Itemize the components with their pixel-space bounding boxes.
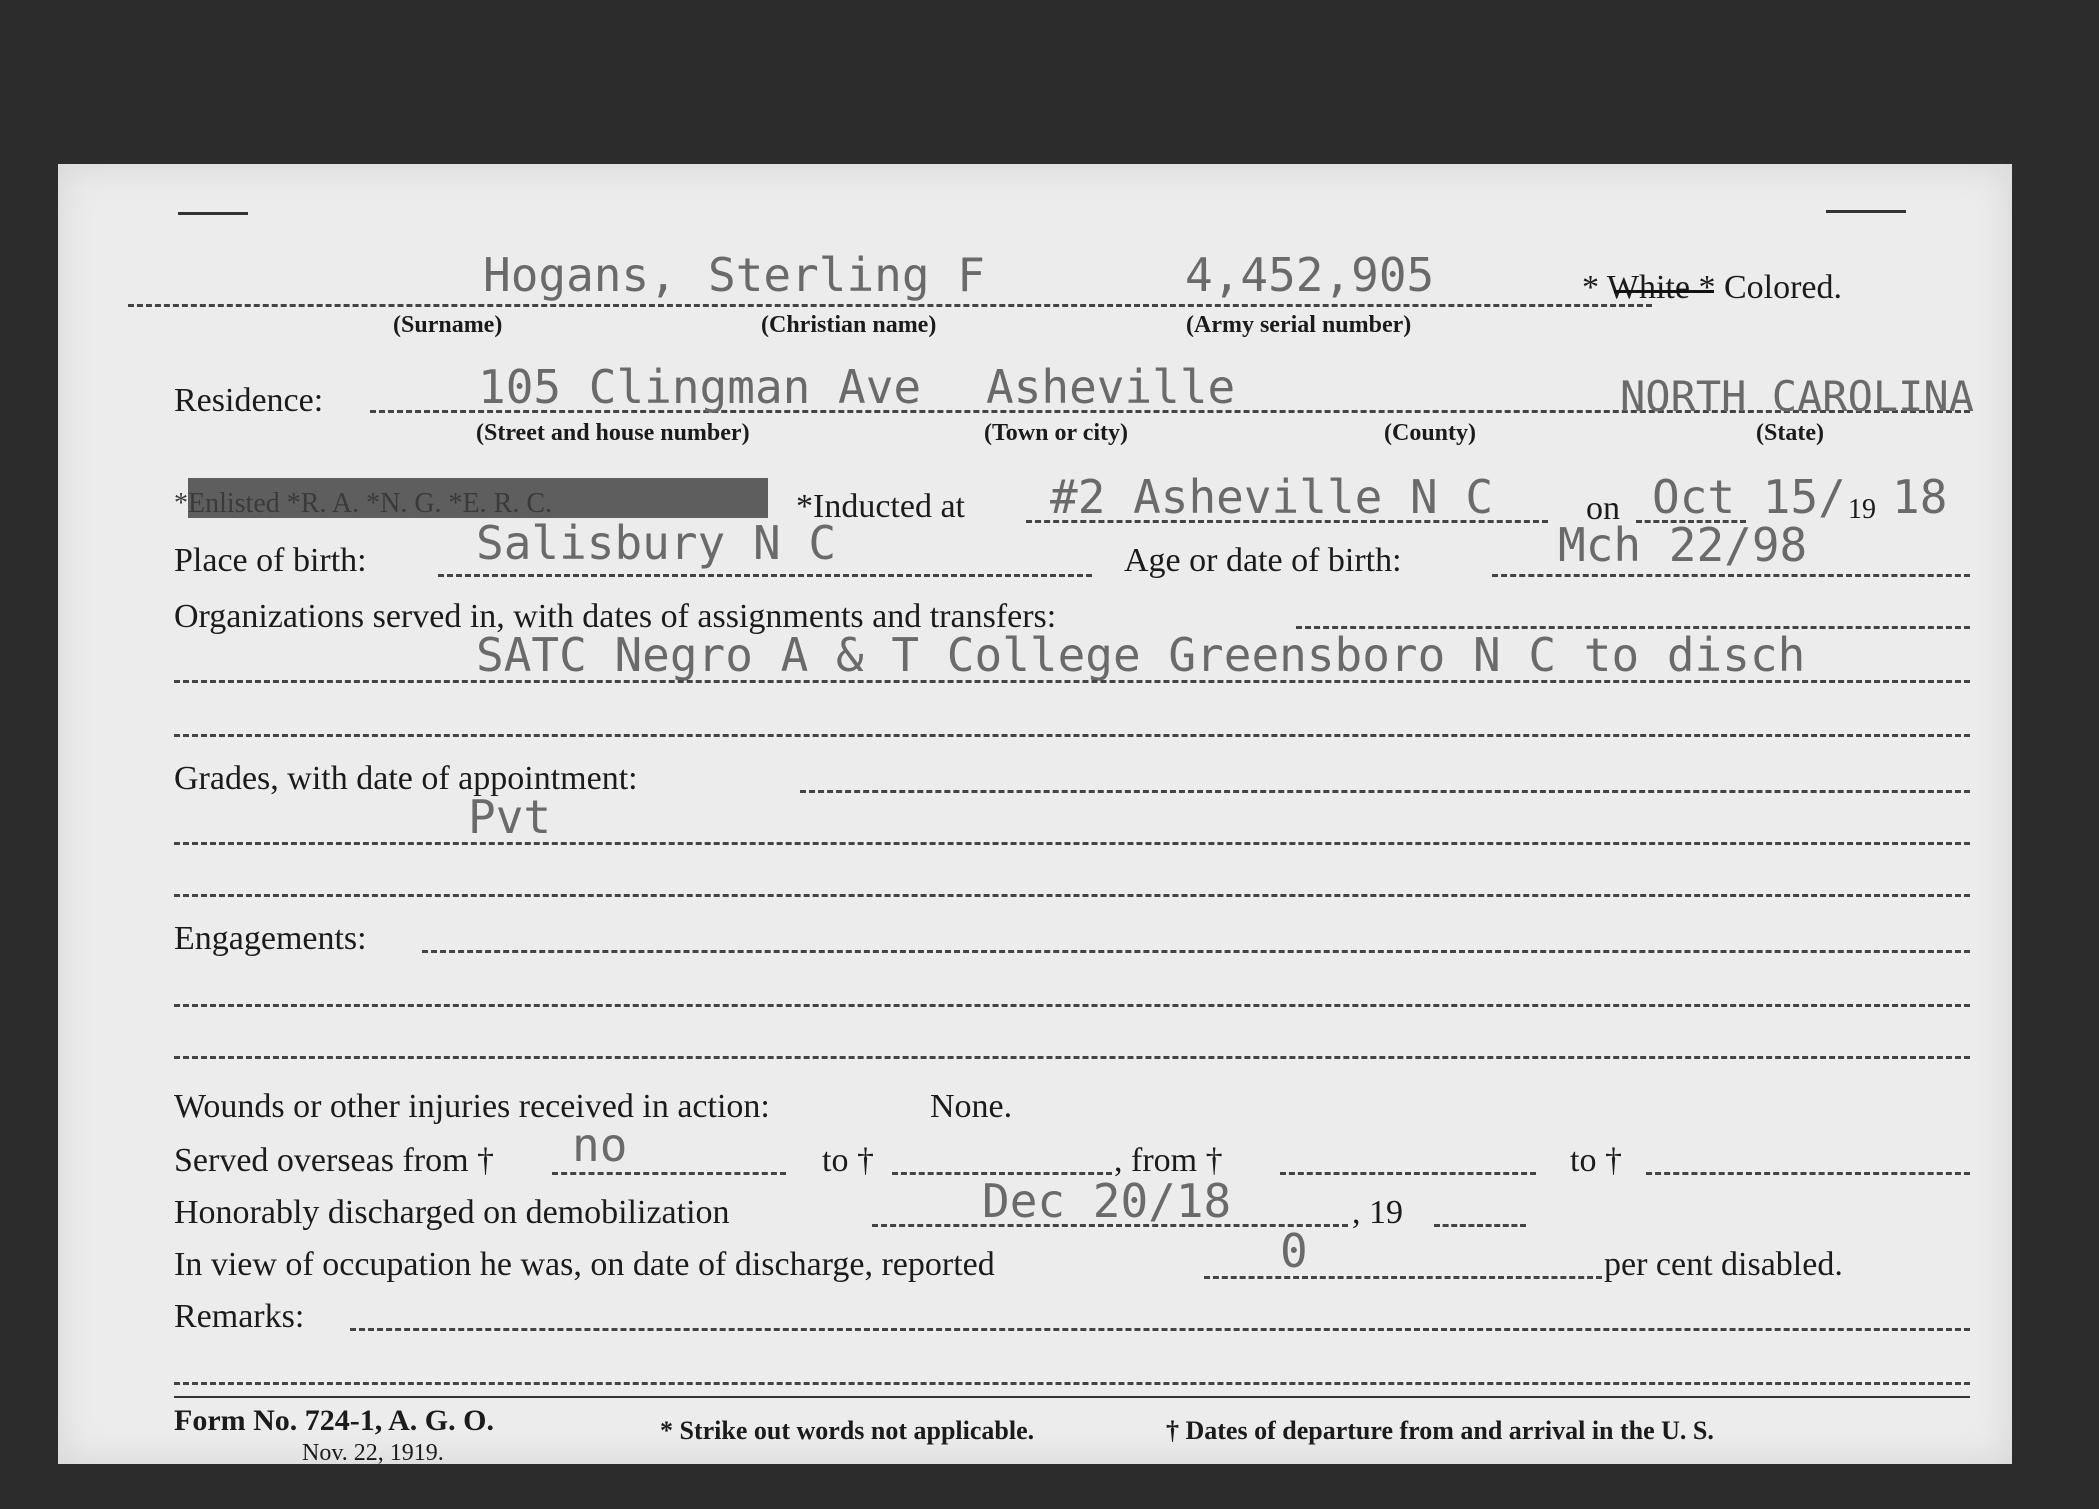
- form-date: Nov. 22, 1919.: [302, 1440, 444, 1466]
- grades-line-3: [174, 894, 1970, 897]
- caption-street: (Street and house number): [476, 420, 750, 446]
- residence-town-value: Asheville: [986, 360, 1236, 414]
- surname-value: Hogans,: [483, 248, 677, 302]
- wounds-label: Wounds or other injuries received in action:: [174, 1088, 770, 1125]
- form-number: Form No. 724-1, A. G. O.: [174, 1404, 494, 1437]
- race-options: * White * Colored.: [1582, 269, 1842, 306]
- caption-surname: (Surname): [393, 312, 503, 338]
- disability-suffix: per cent disabled.: [1604, 1246, 1843, 1283]
- discharge-label: Honorably discharged on demobilization: [174, 1194, 730, 1231]
- inducted-date-value: Oct 15/: [1652, 470, 1846, 524]
- organizations-value: SATC Negro A & T College Greensboro N C to disch: [476, 628, 1806, 682]
- residence-street-value: 105 Clingman Ave: [478, 360, 922, 414]
- name-line: [128, 304, 1652, 307]
- top-left-rule: [178, 212, 248, 215]
- wounds-value: None.: [930, 1088, 1013, 1125]
- engagements-line-3: [174, 1056, 1970, 1059]
- inducted-on-label: on: [1586, 490, 1620, 527]
- overseas-from2-line: [1280, 1172, 1536, 1175]
- place-of-birth-line: [438, 574, 1092, 577]
- engagements-line-1: [422, 950, 1970, 953]
- overseas-to-label: to †: [822, 1142, 874, 1179]
- record-card: [58, 164, 2012, 1464]
- caption-state: (State): [1756, 420, 1824, 446]
- top-right-rule: [1826, 210, 1906, 213]
- inducted-place-value: #2 Asheville N C: [1050, 470, 1494, 524]
- overseas-from-value: no: [572, 1118, 628, 1172]
- residence-state-value: NORTH CAROLINA: [1620, 372, 1975, 421]
- overseas-to2-line: [1646, 1172, 1970, 1175]
- disability-value: 0: [1280, 1224, 1308, 1278]
- remarks-line-2: [174, 1382, 1970, 1385]
- footnote-dates: † Dates of departure from and arrival in the U. S.: [1166, 1416, 1714, 1445]
- caption-county: (County): [1384, 420, 1477, 446]
- grades-line-2: [174, 842, 1970, 845]
- grades-label: Grades, with date of appointment:: [174, 760, 638, 797]
- grades-line-1: [800, 790, 1970, 793]
- disability-label: In view of occupation he was, on date of discharge, reported: [174, 1246, 995, 1283]
- engagements-line-2: [174, 1004, 1970, 1007]
- inducted-year-prefix: 19: [1848, 494, 1876, 525]
- overseas-from2-label: , from †: [1114, 1142, 1223, 1179]
- birth-date-value: Mch 22/98: [1558, 518, 1808, 572]
- white-strikethrough: [1614, 290, 1714, 293]
- caption-christian-name: (Christian name): [761, 312, 937, 338]
- organizations-line-3: [174, 734, 1970, 737]
- inducted-year-value: 18: [1892, 470, 1948, 524]
- overseas-from-label: Served overseas from †: [174, 1142, 495, 1179]
- place-of-birth-value: Salisbury N C: [476, 516, 837, 570]
- place-of-birth-label: Place of birth:: [174, 542, 367, 579]
- grades-value: Pvt: [468, 790, 552, 844]
- organizations-line-2: [174, 680, 1970, 683]
- organizations-label: Organizations served in, with dates of assignments and transfers:: [174, 598, 1057, 635]
- inducted-label: *Inducted at: [796, 488, 965, 525]
- serial-number-value: 4,452,905: [1185, 248, 1435, 302]
- overseas-to2-label: to †: [1570, 1142, 1622, 1179]
- engagements-label: Engagements:: [174, 920, 367, 957]
- discharge-date-value: Dec 20/18: [982, 1174, 1232, 1228]
- remarks-label: Remarks:: [174, 1298, 305, 1335]
- residence-label: Residence:: [174, 382, 324, 419]
- discharge-year-label: , 19: [1352, 1194, 1403, 1231]
- overseas-from-line: [552, 1172, 786, 1175]
- discharge-year-line: [1434, 1224, 1526, 1227]
- age-line: [1492, 574, 1970, 577]
- age-label: Age or date of birth:: [1124, 542, 1402, 579]
- enlistment-options-struck: *Enlisted *R. A. *N. G. *E. R. C.: [174, 488, 553, 519]
- caption-serial-number: (Army serial number): [1186, 312, 1412, 338]
- christian-name-value: Sterling F: [708, 248, 985, 302]
- remarks-line-1: [350, 1328, 1970, 1331]
- disability-line: [1204, 1276, 1602, 1279]
- caption-town: (Town or city): [984, 420, 1128, 446]
- footer-rule: [174, 1396, 1970, 1398]
- footnote-strike-out: * Strike out words not applicable.: [660, 1416, 1035, 1445]
